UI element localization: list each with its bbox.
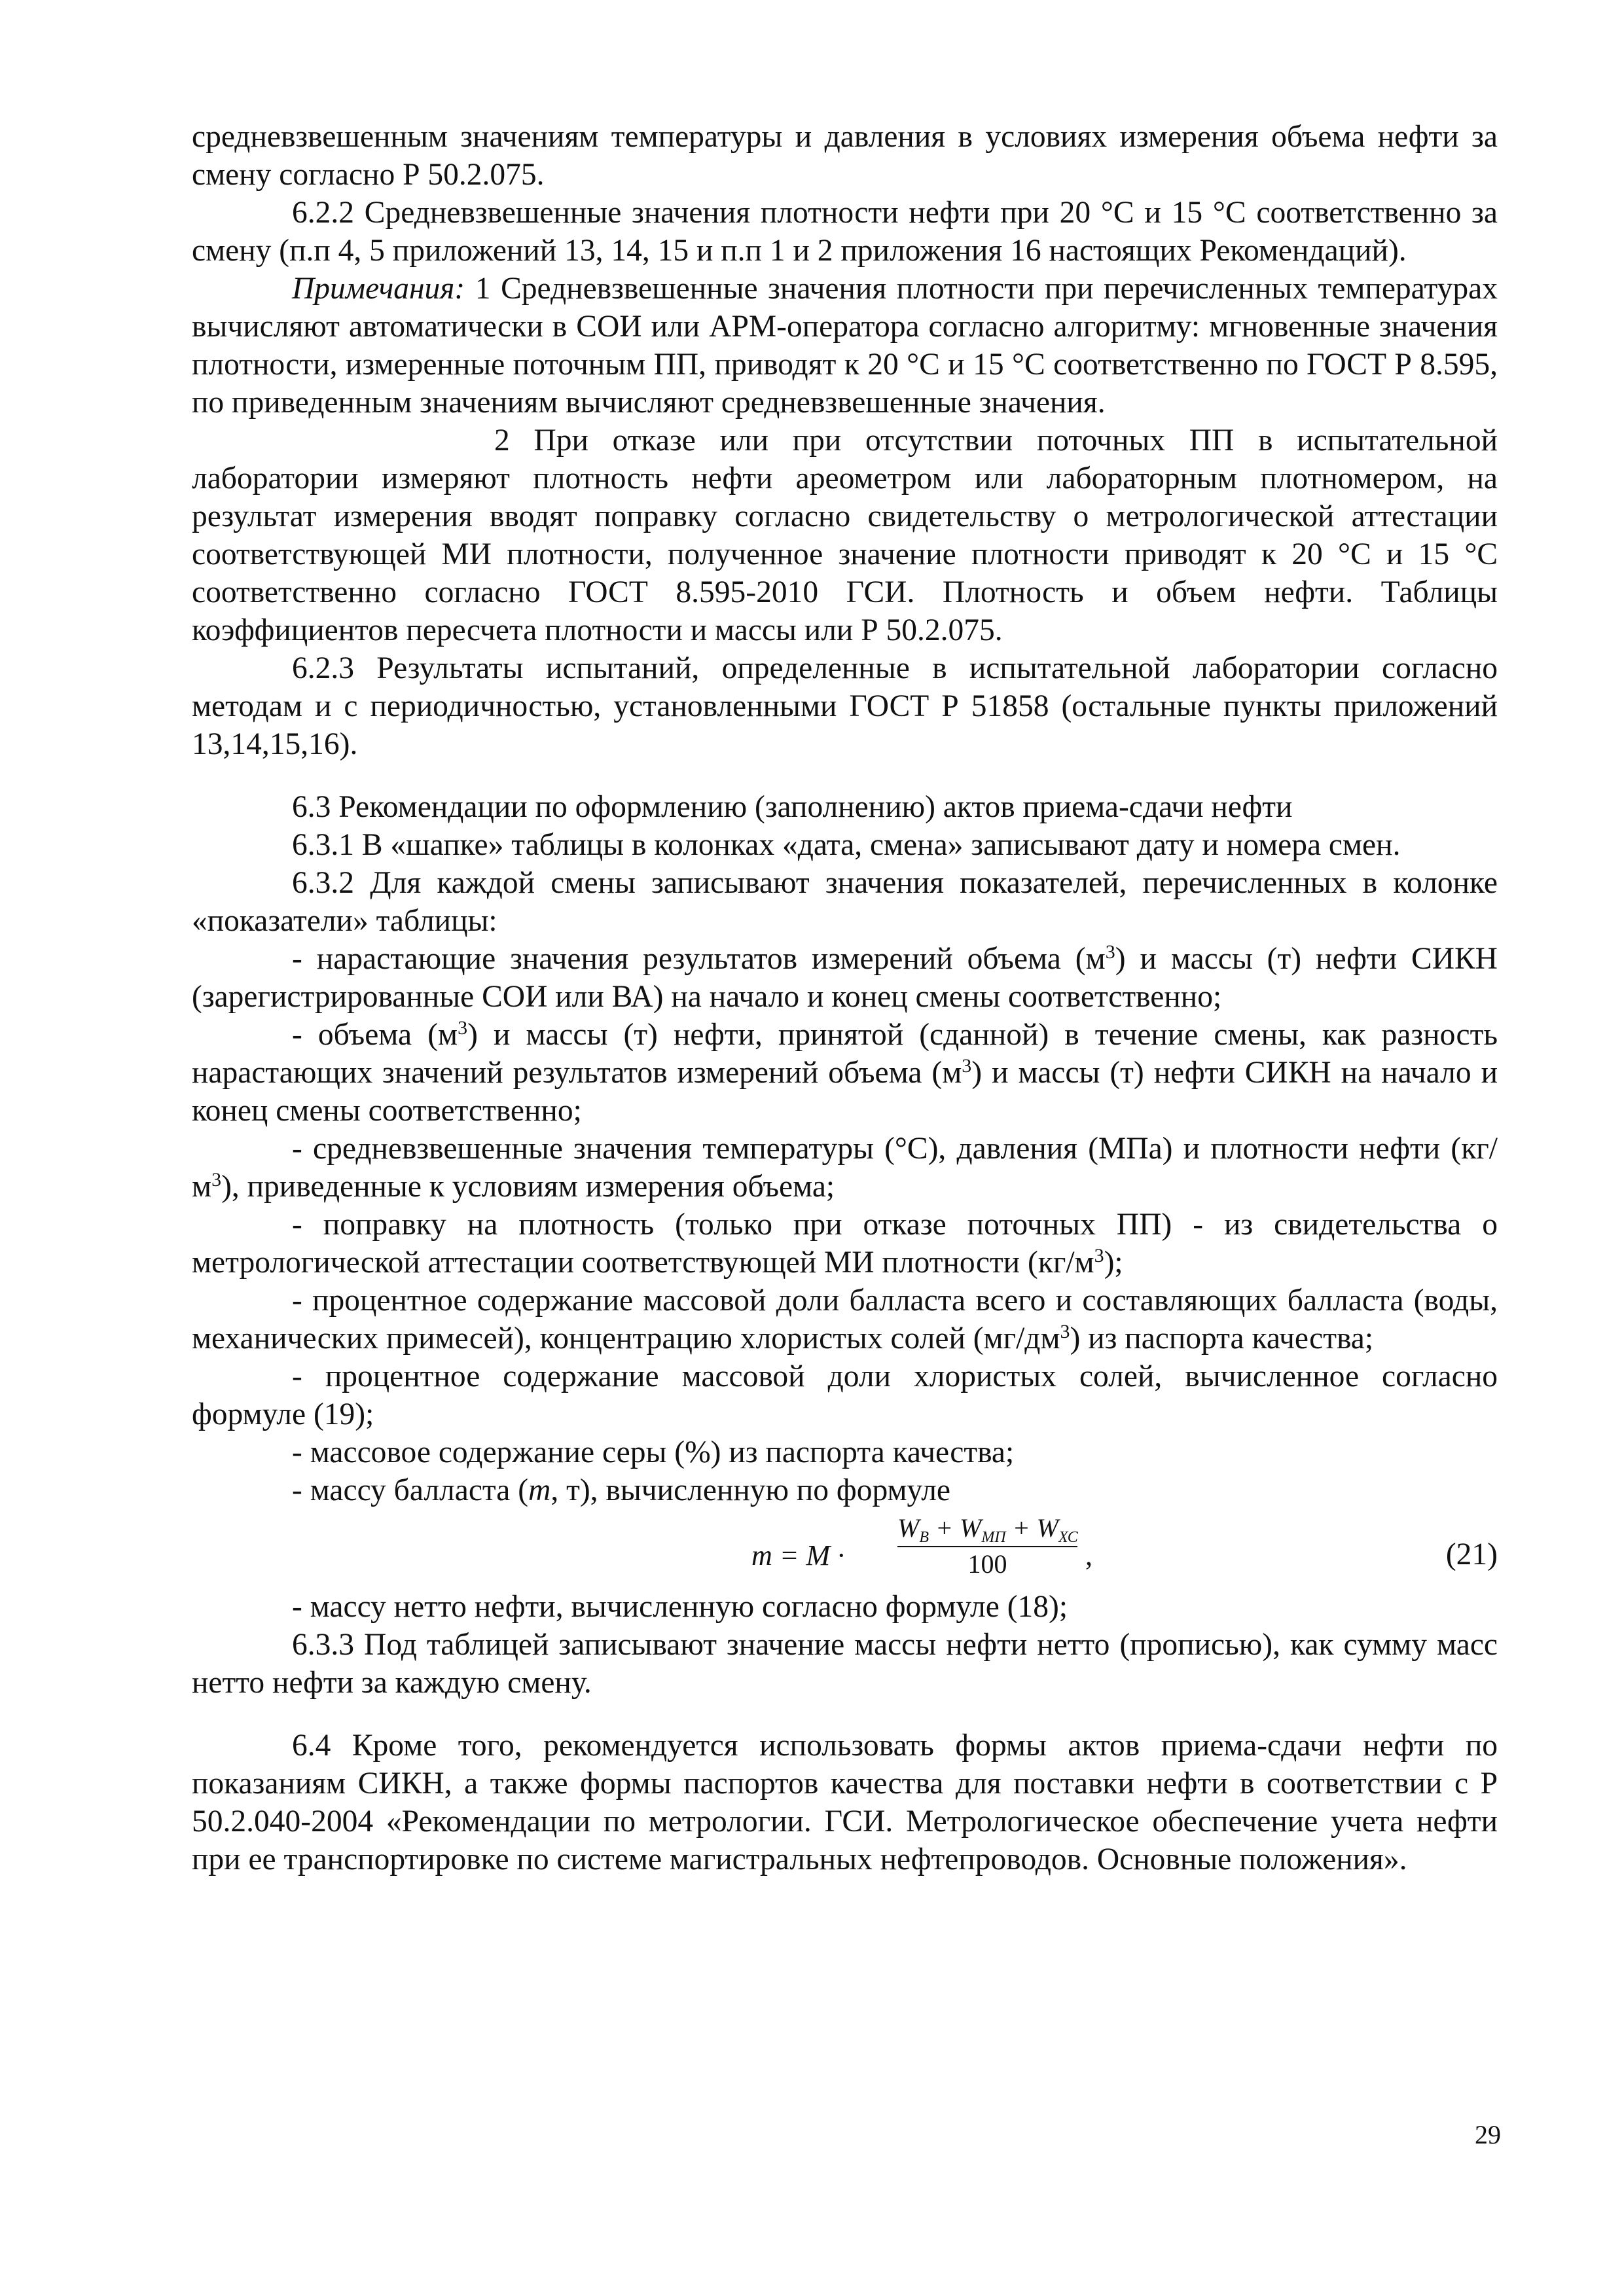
formula-lhs: m = M · [751,1539,845,1571]
paragraph-6-4: 6.4 Кроме того, рекомендуется использовать формы актов приема-сдачи нефти по показаниям СИКН, а также формы паспортов качества для поставки нефти в соответствии с Р 50.2.040-2004 «Рекомендации по метрологии. ГСИ. Метрологическое обеспечение учета нефти при ее транспортировке по системе магистральных нефтепроводов. Основные положения». [192,1729,1498,1876]
note-1 [192,270,1498,422]
list-item: - массу нетто нефти, вычисленную согласно формуле (18); [292,1590,1068,1624]
list-item-text: - объема (м [292,1018,458,1052]
paragraph-6-3-2: 6.3.2 Для каждой смены записывают значения показателей, перечисленных в колонке «показатели» таблицы: [192,866,1498,938]
note-label: Примечания: [292,272,465,306]
list-item-text: - нарастающие значения результатов измерений объема (м [292,942,1106,976]
list-item-text: ), приведенные к условиям измерения объема; [221,1170,835,1204]
list-item [192,1282,1498,1357]
list-item-text: ); [1104,1246,1123,1280]
formula-21 [192,1512,1498,1585]
list-item-text: - массу балласта ( [292,1473,529,1507]
superscript: 3 [1094,1245,1104,1266]
note-2: 2 При отказе или при отсутствии поточных ПП в испытательной лаборатории измеряют плотность нефти ареометром или лабораторным плотномером, на результат измерения вводят поправку согласно свидетельству о метрологической аттестации соответствующей МИ плотности, полученное значение плотности приводят к 20 °С и 15 °С соответственно согласно ГОСТ 8.595-2010 ГСИ. Плотность и объем нефти. Таблицы коэффициентов пересчета плотности и массы или Р 50.2.075. [192,423,1498,647]
fraction-bar [897,1546,1077,1547]
list-item [192,1206,1498,1282]
page-content [192,118,1498,1878]
formula-denominator: 100 [967,1549,1007,1579]
list-item [192,1130,1498,1206]
page-number: 29 [1475,2120,1501,2149]
formula-fraction [897,1512,1077,1580]
list-item-text: ) и массы (т) нефти СИКН (зарегистрированные СОИ или ВА) на начало и конец смены соответственно; [192,942,1498,1014]
paragraph-6-2-3: 6.2.3 Результаты испытаний, определенные в испытательной лаборатории согласно методам и с периодичностью, установленными ГОСТ Р 51858 (остальные пункты приложений 13,14,15,16). [192,651,1498,761]
variable-m: m [528,1473,551,1507]
list-item-text: ) из паспорта качества; [1070,1321,1374,1355]
list-item [192,1016,1498,1130]
superscript: 3 [962,1055,972,1077]
superscript: 3 [1060,1321,1070,1342]
superscript: 3 [1105,941,1115,963]
list-item-text: ) и массы (т) нефти, принятой (сданной) в течение смены, как разность нарастающих значений результатов измерений объема (м [192,1018,1498,1090]
list-item: - массовое содержание серы (%) из паспорта качества; [292,1435,1015,1469]
paragraph-6-3-3: 6.3.3 Под таблицей записывают значение массы нефти нетто (прописью), как сумму масс нетто нефти за каждую смену. [192,1628,1498,1700]
paragraph-continuation: средневзвешенным значениям температуры и давления в условиях измерения объема нефти за смену согласно Р 50.2.075. [192,120,1498,192]
paragraph-6-2-2: 6.2.2 Средневзвешенные значения плотности нефти при 20 °С и 15 °С соответственно за смену (п.п 4, 5 приложений 13, 14, 15 и п.п 1 и 2 приложения 16 настоящих Рекомендаций). [192,196,1498,268]
equation-number: (21) [1445,1537,1498,1571]
list-item-text: ) и массы (т) нефти СИКН на начало и конец смены соответственно; [192,1056,1498,1128]
paragraph-6-3-1: 6.3.1 В «шапке» таблицы в колонках «дата, смена» записывают дату и номера смен. [292,828,1401,862]
list-item [192,1471,1498,1509]
formula-numerator: $W_B + W_{МП} + W_{ХС}$ [897,1513,1078,1546]
list-item [192,940,1498,1016]
superscript: 3 [458,1017,468,1039]
formula-comma: , [1085,1539,1092,1571]
list-item-text: - процентное содержание массовой доли балласта всего и составляющих балласта (воды, механических примесей), концентрацию хлористых солей (мг/дм [192,1283,1498,1355]
list-item-text: - поправку на плотность (только при отказе поточных ПП) - из свидетельства о метрологической аттестации соответствующей МИ плотности (кг/м [192,1208,1498,1280]
note-1-text: 1 Средневзвешенные значения плотности при перечисленных температурах вычисляют автоматически в СОИ или АРМ-оператора согласно алгоритму: мгновенные значения плотности, измеренные поточным ПП, приводят к 20 °С и 15 °С соответственно по ГОСТ Р 8.595, по приведенным значениям вычисляют средневзвешенные значения. [192,272,1498,420]
list-item-text: - средневзвешенные значения температуры (°С), давления (МПа) и плотности нефти (кг/м [192,1132,1498,1204]
superscript: 3 [211,1169,222,1191]
section-6-3-heading: 6.3 Рекомендации по оформлению (заполнению) актов приема-сдачи нефти [292,790,1293,824]
list-item-text: , т), вычисленную по формуле [550,1473,951,1507]
list-item: - процентное содержание массовой доли хлористых солей, вычисленное согласно формуле (19); [192,1359,1498,1431]
